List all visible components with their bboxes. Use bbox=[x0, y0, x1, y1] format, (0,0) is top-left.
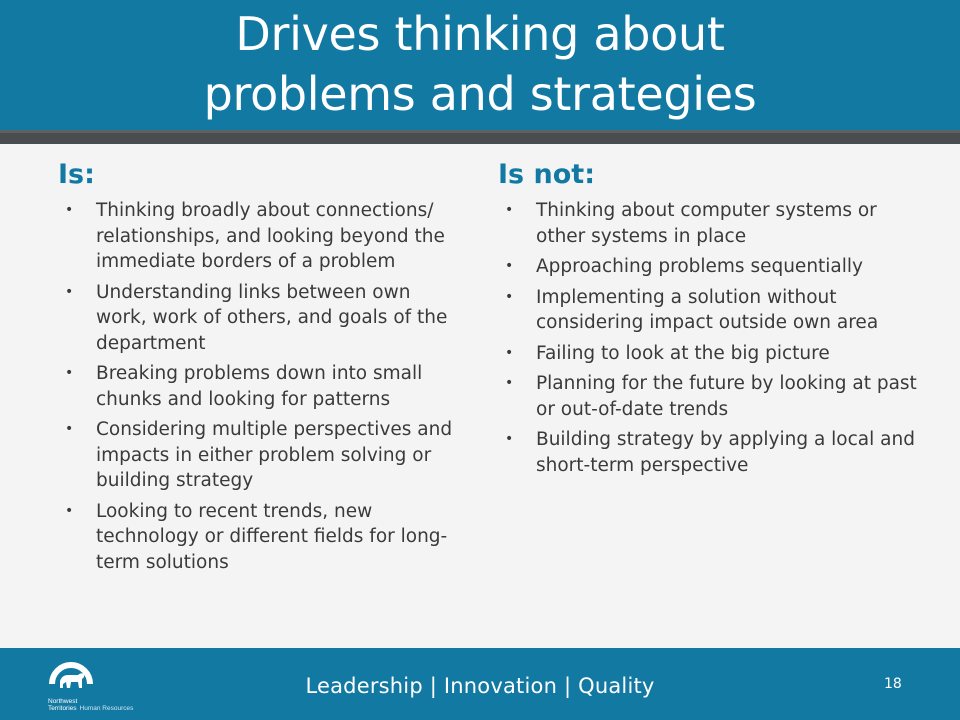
logo-line-1: Northwest bbox=[48, 698, 78, 705]
bullet-dot-icon: • bbox=[505, 344, 514, 361]
bullet-dot-icon: • bbox=[65, 202, 74, 218]
is-item-text: Breaking problems down into small chunks and looking for patterns bbox=[96, 363, 423, 410]
is-not-heading: Is not: bbox=[498, 159, 595, 190]
is-not-item-text: Failing to look at the big picture bbox=[536, 342, 830, 364]
bullet-dot-icon: • bbox=[65, 502, 74, 519]
is-not-item-text: Building strategy by applying a local and short-term perspective bbox=[536, 429, 915, 476]
is-list bbox=[58, 198, 458, 575]
is-not-column bbox=[498, 158, 918, 483]
is-item-text: Understanding links between own work, work of others, and goals of the department bbox=[96, 281, 448, 354]
is-not-item-text: Thinking about computer systems or other systems in place bbox=[536, 200, 877, 247]
title-line-1: Drives thinking about bbox=[235, 7, 725, 61]
bullet-dot-icon: • bbox=[65, 283, 74, 300]
bullet-dot-icon: • bbox=[505, 258, 514, 274]
is-not-list-item bbox=[498, 341, 918, 367]
is-list-item bbox=[58, 361, 458, 412]
bullet-dot-icon: • bbox=[65, 421, 74, 437]
title-line-2: problems and strategies bbox=[203, 67, 757, 121]
is-not-list-item bbox=[498, 254, 918, 280]
slide-title bbox=[0, 4, 960, 124]
is-column bbox=[58, 158, 458, 580]
footer-tagline: Leadership | Innovation | Quality bbox=[305, 674, 655, 698]
is-not-item-text: Planning for the future by looking at past or out-of-date trends bbox=[536, 373, 917, 420]
is-list-item bbox=[58, 417, 458, 494]
is-not-item-text: Approaching problems sequentially bbox=[536, 256, 864, 277]
is-not-list-item bbox=[498, 198, 918, 249]
is-not-item-text: Implementing a solution without considering impact outside own area bbox=[536, 286, 879, 333]
header-divider bbox=[0, 130, 960, 144]
bullet-dot-icon: • bbox=[65, 365, 74, 381]
is-list-item bbox=[58, 280, 458, 357]
is-not-list-item bbox=[498, 371, 918, 422]
is-item-text: Considering multiple perspectives and impacts in either problem solving or building strategy bbox=[96, 419, 453, 491]
logo-wordmark bbox=[48, 698, 133, 712]
bullet-dot-icon: • bbox=[505, 375, 514, 391]
is-heading: Is: bbox=[58, 159, 95, 190]
is-list-item bbox=[58, 499, 458, 576]
is-item-text: Thinking broadly about connections/ relationships, and looking beyond the immediate borders of a problem bbox=[96, 200, 445, 272]
is-not-list-item bbox=[498, 427, 918, 478]
logo-department: Human Resources bbox=[79, 705, 134, 712]
bullet-dot-icon: • bbox=[505, 431, 514, 447]
bullet-dot-icon: • bbox=[505, 202, 514, 218]
is-list-item bbox=[58, 198, 458, 275]
logo-line-2: Territories bbox=[48, 705, 77, 712]
page-number: 18 bbox=[884, 676, 902, 692]
is-item-text: Looking to recent trends, new technology or different fields for long-term solutions bbox=[96, 500, 448, 573]
bullet-dot-icon: • bbox=[505, 288, 514, 305]
is-not-list-item bbox=[498, 285, 918, 336]
is-not-list bbox=[498, 198, 918, 478]
